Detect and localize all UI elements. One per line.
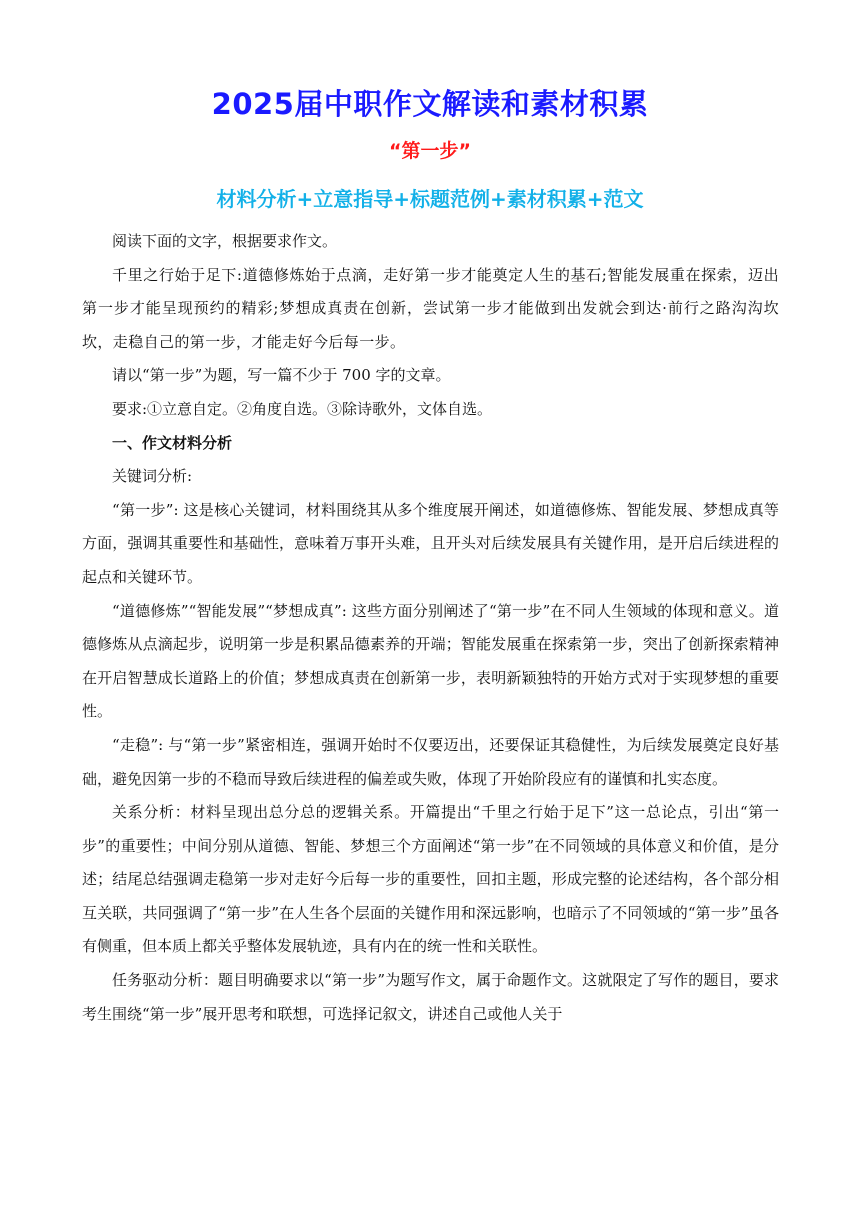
- document-body: [82, 225, 779, 1031]
- prompt-task-paragraph: 请以“第一步”为题，写一篇不少于 700 字的文章。: [112, 366, 451, 385]
- section-heading: 一、作文材料分析: [112, 433, 233, 452]
- task-analysis-paragraph: 任务驱动分析：题目明确要求以“第一步”为题写作文，属于命题作文。这就限定了写作的题目，要求考生围绕“第一步”展开思考和联想，可选择记叙文，讲述自己或他人关于: [82, 971, 779, 1023]
- instruction-paragraph: 阅读下面的文字，根据要求作文。: [112, 232, 338, 250]
- keyword-steady-paragraph: “走稳”: 与“第一步”紧密相连，强调开始时不仅要迈出，还要保证其稳健性，为后续发展奠定良好基础，避免因第一步的不稳而导致后续进程的偏差或失败，体现了开始阶段应有的谨慎和扎实态度。: [82, 735, 779, 788]
- keyword-first-step-paragraph: “第一步”: 这是核心关键词，材料围绕其从多个维度展开阐述，如道德修炼、智能发展、梦想成真等方面，强调其重要性和基础性，意味着万事开头难，且开头对后续发展具有关键作用，是开启后续进程的起点和关键环节。: [82, 500, 779, 586]
- document-title: 2025届中职作文解读和素材积累: [211, 87, 649, 121]
- prompt-requirements-paragraph: 要求:①立意自定。②角度自选。③除诗歌外，文体自选。: [112, 399, 493, 418]
- keyword-analysis-label: 关键词分析:: [112, 467, 193, 486]
- essay-topic-subtitle: “第一步”: [389, 140, 471, 162]
- relationship-analysis-paragraph: 关系分析：材料呈现出总分总的逻辑关系。开篇提出“千里之行始于足下”这一总论点，引出“第一步”的重要性；中间分别从道德、智能、梦想三个方面阐述“第一步”在不同领域的具体意义和价值，是分述；结尾总结强调走稳第一步对走好今后每一步的重要性，回扣主题，形成完整的论述结构，各个部分相互关联，共同强调了“第一步”在人生各个层面的关键作用和深远影响，也暗示了不同领域的“第一步”虽各有侧重，但本质上都关乎整体发展轨迹，具有内在的统一性和关联性。: [82, 803, 779, 956]
- content-outline-tagline: 材料分析+立意指导+标题范例+素材积累+范文: [216, 187, 644, 211]
- keyword-domains-paragraph: “道德修炼”“智能发展”“梦想成真”: 这些方面分别阐述了“第一步”在不同人生领域的体现和意义。道德修炼从点滴起步，说明第一步是积累品德素养的开端；智能发展重在探索第一步，突出了创新探索精神在开启智慧成长道路上的价值；梦想成真责在创新第一步，表明新颖独特的开始方式对于实现梦想的重要性。: [82, 601, 779, 721]
- prompt-material-paragraph: 千里之行始于足下:道德修炼始于点滴，走好第一步才能奠定人生的基石;智能发展重在探索，迈出第一步才能呈现预约的精彩;梦想成真责在创新，尝试第一步才能做到出发就会到达·前行之路沟沟坎坎，走稳自己的第一步，才能走好今后每一步。: [82, 265, 779, 351]
